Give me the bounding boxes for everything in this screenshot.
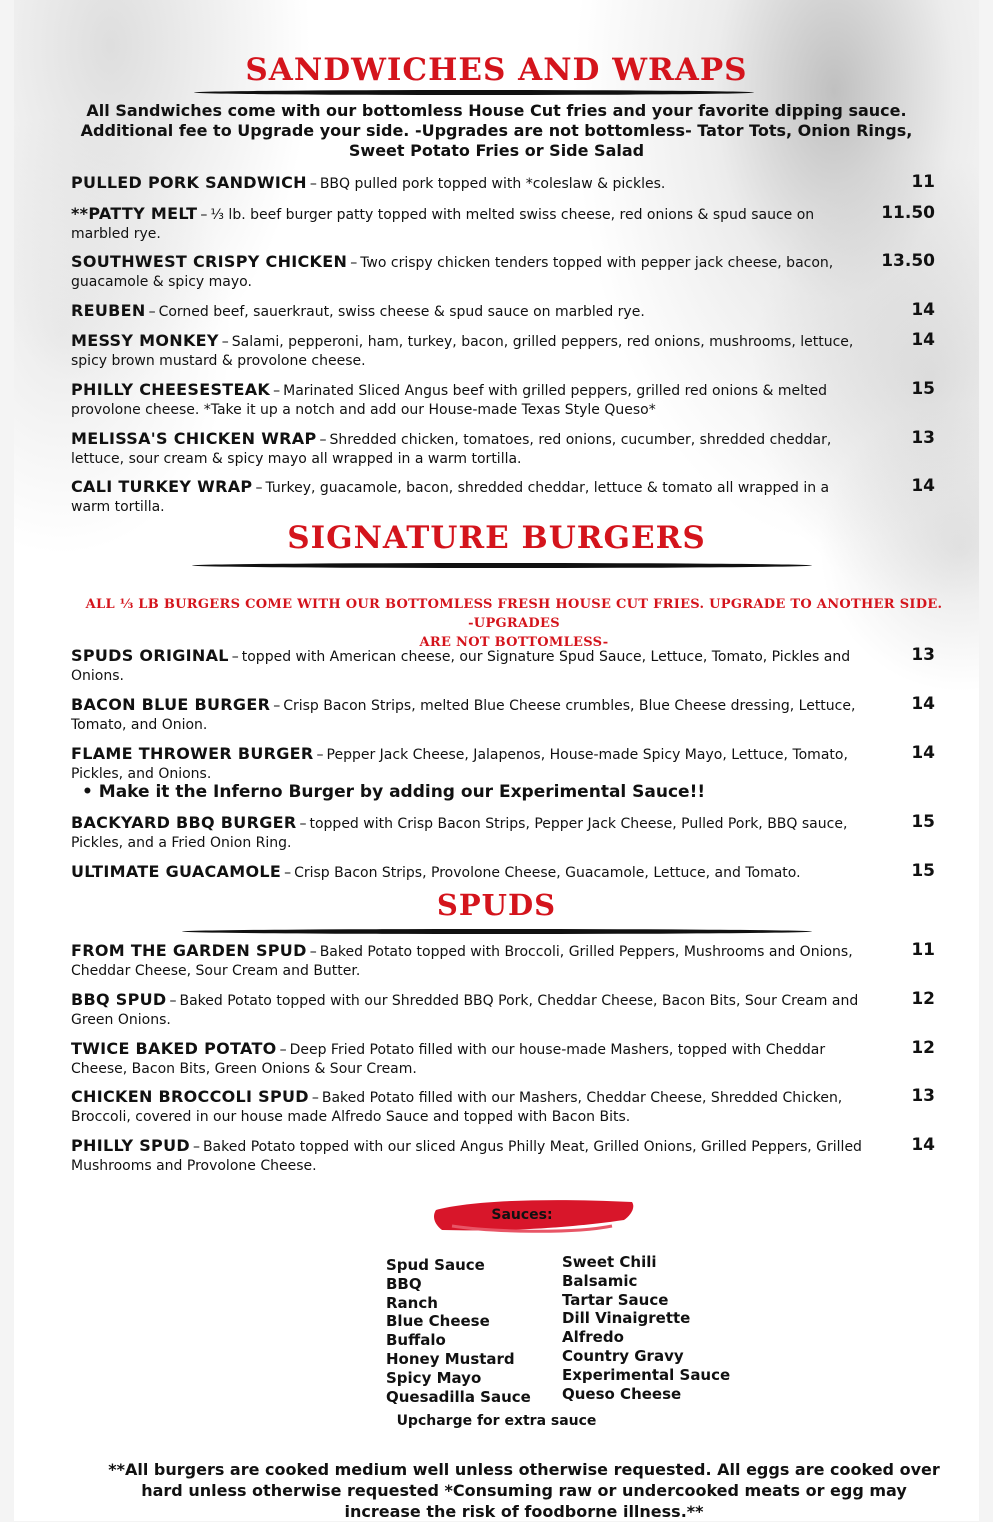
menu-item-description: Deep Fried Potato filled with our house-made Mashers, topped with Cheddar Cheese, Bacon Bits, Green Onions & Sour Cream.	[71, 1042, 826, 1077]
menu-item-name: TWICE BAKED POTATO	[71, 1039, 277, 1058]
menu-page	[14, 0, 979, 1521]
title-underline	[182, 929, 812, 934]
menu-item-description: ⅓ lb. beef burger patty topped with melted swiss cheese, red onions & spud sauce on marbled rye.	[71, 207, 815, 242]
separator: –	[319, 432, 327, 448]
separator: –	[311, 1090, 319, 1106]
menu-item-description: Pepper Jack Cheese, Jalapenos, House-made Spicy Mayo, Lettuce, Tomato, Pickles, and Onions.	[71, 747, 848, 782]
menu-item-text	[71, 941, 871, 981]
separator: –	[279, 1042, 287, 1058]
menu-item-name: BACKYARD BBQ BURGER	[71, 813, 297, 832]
menu-item	[71, 862, 935, 883]
menu-item-price: 15	[911, 861, 935, 881]
menu-item	[71, 252, 935, 292]
menu-item-name: MESSY MONKEY	[71, 331, 219, 350]
separator: –	[192, 1139, 200, 1155]
menu-item-text	[71, 301, 871, 322]
sauce-item: Sweet Chili	[562, 1253, 657, 1271]
menu-item-name: CALI TURKEY WRAP	[71, 477, 253, 496]
footer-line: increase the risk of foodborne illness.**	[344, 1502, 704, 1521]
menu-item-name: FROM THE GARDEN SPUD	[71, 941, 307, 960]
sauce-item: Balsamic	[562, 1271, 638, 1290]
menu-item-description: Baked Potato filled with our Mashers, Cheddar Cheese, Shredded Chicken, Broccoli, covered in our house made Alfredo Sauce and topped with Bacon Bits.	[71, 1090, 843, 1125]
menu-item	[71, 1039, 935, 1079]
menu-item-price: 14	[911, 743, 935, 763]
menu-item-text	[71, 331, 871, 371]
menu-item-text	[71, 990, 871, 1030]
separator: –	[221, 334, 229, 350]
sauce-item: Spud Sauce	[386, 1256, 485, 1274]
menu-item-price: 12	[911, 1038, 935, 1058]
intro-line: Additional fee to Upgrade your side. -Upgrades are not bottomless- Tator Tots, Onion Rings,	[80, 121, 913, 140]
sauce-item: Tartar Sauce	[562, 1290, 669, 1309]
separator: –	[299, 816, 307, 832]
sauce-item: Blue Cheese	[386, 1312, 490, 1331]
separator: –	[284, 865, 292, 881]
sauce-item: Country Gravy	[562, 1346, 684, 1365]
upcharge-note: Upcharge for extra sauce	[396, 1413, 597, 1429]
menu-item-description: topped with Crisp Bacon Strips, Pepper Jack Cheese, Pulled Pork, BBQ sauce, Pickles, and a Fried Onion Ring.	[71, 816, 848, 851]
separator: –	[309, 176, 317, 192]
menu-item-name: SPUDS ORIGINAL	[71, 646, 229, 665]
menu-item-price: 14	[911, 1135, 935, 1155]
menu-item-description: Salami, pepperoni, ham, turkey, bacon, grilled peppers, red onions, mushrooms, lettuce, spicy brown mustard & provolone cheese.	[71, 334, 854, 369]
menu-item-description: Crisp Bacon Strips, Provolone Cheese, Guacamole, Lettuce, and Tomato.	[294, 865, 801, 881]
separator: –	[255, 480, 263, 496]
menu-item-price: 11.50	[881, 203, 935, 223]
sauce-item: Spicy Mayo	[386, 1368, 482, 1387]
sauce-item: Quesadilla Sauce	[386, 1387, 531, 1406]
menu-item-description: topped with American cheese, our Signature Spud Sauce, Lettuce, Tomato, Pickles and Onions.	[71, 649, 851, 684]
menu-item-description: BBQ pulled pork topped with *coleslaw & pickles.	[319, 176, 666, 192]
menu-item	[71, 941, 935, 981]
menu-item-price: 13	[911, 428, 935, 448]
sauces-right-column	[562, 1253, 730, 1403]
sandwiches-intro	[14, 101, 979, 161]
menu-item	[71, 477, 935, 517]
menu-item	[71, 429, 935, 469]
menu-item-description: Baked Potato topped with our Shredded BBQ Pork, Cheddar Cheese, Bacon Bits, Sour Cream and Green Onions.	[71, 993, 859, 1028]
menu-item-price: 14	[911, 694, 935, 714]
menu-item-name: ULTIMATE GUACAMOLE	[71, 862, 282, 881]
menu-item-text	[71, 1087, 871, 1127]
sauce-item: Experimental Sauce	[562, 1365, 731, 1384]
menu-item-text	[71, 1039, 871, 1079]
menu-item-price: 12	[911, 989, 935, 1009]
footer-line: **All burgers are cooked medium well unless otherwise requested. All eggs are cooked over	[108, 1460, 940, 1479]
separator: –	[200, 207, 208, 223]
menu-item-price: 14	[911, 330, 935, 350]
separator: –	[231, 649, 239, 665]
menu-item	[71, 173, 935, 194]
menu-item-price: 14	[911, 476, 935, 496]
burgers-note	[84, 595, 944, 652]
menu-item-price: 11	[911, 940, 935, 960]
sauces-label: Sauces:	[491, 1207, 553, 1223]
menu-item-name: REUBEN	[71, 301, 146, 320]
intro-line: Sweet Potato Fries or Side Salad	[348, 141, 645, 160]
separator: –	[316, 747, 324, 763]
menu-item-price: 14	[911, 300, 935, 320]
separator: –	[273, 698, 281, 714]
menu-item-description: Marinated Sliced Angus beef with grilled peppers, grilled red onions & melted provolone cheese. *Take it up a notch and add our House-made Texas Style Queso*	[71, 383, 827, 418]
inferno-note: • Make it the Inferno Burger by adding our Experimental Sauce!!	[82, 782, 706, 802]
sandwiches-title: SANDWICHES AND WRAPS	[245, 52, 748, 88]
menu-item-text	[71, 695, 871, 735]
menu-item-name: FLAME THROWER BURGER	[71, 744, 314, 763]
footer-line: hard unless otherwise requested *Consuming raw or undercooked meats or egg may	[141, 1481, 907, 1500]
menu-item	[71, 813, 935, 853]
menu-item-description: Baked Potato topped with Broccoli, Grilled Peppers, Mushrooms and Onions, Cheddar Cheese, Sour Cream and Butter.	[71, 944, 853, 979]
sauce-item: Buffalo	[386, 1331, 446, 1350]
menu-item-name: **PATTY MELT	[71, 204, 198, 223]
sauce-item: BBQ	[386, 1274, 422, 1293]
menu-item-description: Shredded chicken, tomatoes, red onions, cucumber, shredded cheddar, lettuce, sour cream & spicy mayo all wrapped in a warm tortilla.	[71, 432, 832, 467]
menu-item-price: 15	[911, 812, 935, 832]
menu-item	[71, 380, 935, 420]
note-line: ARE NOT BOTTOMLESS-	[419, 635, 609, 650]
menu-item	[71, 695, 935, 735]
menu-item-price: 11	[911, 172, 935, 192]
menu-item-name: SOUTHWEST CRISPY CHICKEN	[71, 252, 348, 271]
menu-item-text	[71, 646, 871, 686]
separator: –	[169, 993, 177, 1009]
separator: –	[148, 304, 156, 320]
separator: –	[309, 944, 317, 960]
menu-item-text	[71, 813, 871, 853]
menu-item-text	[71, 380, 871, 420]
menu-item	[71, 1087, 935, 1127]
sauce-item: Honey Mustard	[386, 1349, 515, 1368]
menu-item-price: 13.50	[881, 251, 935, 271]
sauce-item: Queso Cheese	[562, 1384, 682, 1403]
menu-item-name: CHICKEN BROCCOLI SPUD	[71, 1087, 309, 1106]
separator: –	[273, 383, 281, 399]
sauce-item: Alfredo	[562, 1328, 624, 1347]
menu-item-name: PULLED PORK SANDWICH	[71, 173, 307, 192]
sauces-left-column	[386, 1256, 531, 1406]
menu-item	[71, 990, 935, 1030]
burgers-title: SIGNATURE BURGERS	[287, 520, 706, 556]
menu-item-price: 13	[911, 645, 935, 665]
spuds-title: SPUDS	[436, 888, 557, 922]
menu-item-text	[71, 744, 871, 784]
menu-item-text	[71, 862, 871, 883]
menu-item-text	[71, 1136, 871, 1176]
menu-item	[71, 331, 935, 371]
sauce-item: Dill Vinaigrette	[562, 1309, 691, 1328]
title-underline	[192, 563, 812, 568]
menu-item-name: PHILLY CHEESESTEAK	[71, 380, 271, 399]
menu-item-text	[71, 429, 871, 469]
title-underline	[194, 90, 754, 95]
menu-item-text	[71, 252, 871, 292]
menu-item-name: BACON BLUE BURGER	[71, 695, 271, 714]
menu-item-text	[71, 204, 871, 244]
menu-item-name: MELISSA'S CHICKEN WRAP	[71, 429, 317, 448]
menu-item-description: Crisp Bacon Strips, melted Blue Cheese crumbles, Blue Cheese dressing, Lettuce, Tomato, and Onion.	[71, 698, 856, 733]
menu-item-text	[71, 173, 871, 194]
menu-item-name: BBQ SPUD	[71, 990, 167, 1009]
menu-item	[71, 646, 935, 686]
menu-item-price: 15	[911, 379, 935, 399]
menu-item	[71, 204, 935, 244]
menu-item	[71, 301, 935, 322]
note-line: ALL ⅓ LB BURGERS COME WITH OUR BOTTOMLESS FRESH HOUSE CUT FRIES. UPGRADE TO ANOTHER SIDE. -UPGRADES	[85, 597, 943, 631]
separator: –	[350, 255, 358, 271]
menu-item-description: Two crispy chicken tenders topped with pepper jack cheese, bacon, guacamole & spicy mayo.	[71, 255, 834, 290]
menu-item-description: Baked Potato topped with our sliced Angus Philly Meat, Grilled Onions, Grilled Peppers, Grilled Mushrooms and Provolone Cheese.	[71, 1139, 862, 1174]
menu-item-description: Corned beef, sauerkraut, swiss cheese & spud sauce on marbled rye.	[158, 304, 645, 320]
menu-item-name: PHILLY SPUD	[71, 1136, 190, 1155]
menu-item	[71, 1136, 935, 1176]
menu-item-text	[71, 477, 871, 517]
menu-item	[71, 744, 935, 784]
intro-line: All Sandwiches come with our bottomless House Cut fries and your favorite dipping sauce.	[86, 101, 907, 120]
footer-disclaimer	[94, 1459, 954, 1522]
menu-item-description: Turkey, guacamole, bacon, shredded cheddar, lettuce & tomato all wrapped in a warm tortilla.	[71, 480, 830, 515]
menu-item-price: 13	[911, 1086, 935, 1106]
sauce-item: Ranch	[386, 1293, 438, 1312]
